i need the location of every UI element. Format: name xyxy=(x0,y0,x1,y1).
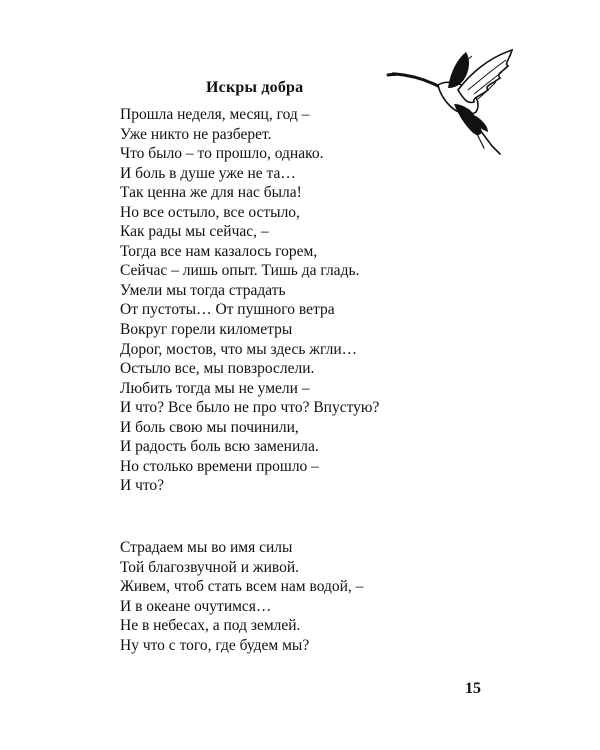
poem-line: И боль свою мы починили, xyxy=(120,418,299,436)
poem-title: Искры добра xyxy=(206,79,304,96)
poem-line: И что? Все было не про что? Впустую? xyxy=(120,399,380,417)
poem-line: Прошла неделя, месяц, год – xyxy=(120,106,310,123)
poem-line: Живем, чтоб стать всем нам водой, – xyxy=(120,578,364,596)
poem-line: Но столько времени прошло – xyxy=(120,457,319,475)
poem-line: Так ценна же для нас была! xyxy=(120,184,302,202)
stanza-2 xyxy=(120,538,363,655)
poem-line: Сейчас – лишь опыт. Тишь да гладь. xyxy=(120,262,360,280)
poem-line: От пустоты… От пушного ветра xyxy=(120,301,335,319)
poem-line: Той благозвучной и живой. xyxy=(120,558,300,576)
poem-line: Страдаем мы во имя силы xyxy=(120,539,293,556)
poem-line: Умели мы тогда страдать xyxy=(120,281,286,299)
poem-line: Дорог, мостов, что мы здесь жгли… xyxy=(120,340,358,358)
poem-line: Как рады мы сейчас, – xyxy=(120,223,269,241)
poem-line: И радость боль всю заменила. xyxy=(120,438,319,456)
poem-line: Но все остыло, все остыло, xyxy=(120,203,300,221)
page-number: 15 xyxy=(465,680,481,697)
poem-line: И что? xyxy=(120,477,165,495)
poem-line: И в океане очутимся… xyxy=(120,597,272,615)
poem-line: Вокруг горели километры xyxy=(120,321,293,339)
poem-line: Что было – то прошло, однако. xyxy=(120,145,324,163)
poem-line: Остыло все, мы повзрослели. xyxy=(120,360,315,378)
stanza-1 xyxy=(120,105,379,496)
poem-line: Ну что с того, где будем мы? xyxy=(120,636,310,654)
poem-line: Любить тогда мы не умели – xyxy=(120,379,310,397)
poem-line: И боль в душе уже не та… xyxy=(120,164,296,182)
flying-crane-icon xyxy=(384,44,516,156)
poem-line: Уже никто не разберет. xyxy=(120,125,272,143)
poem-line: Тогда все нам казалось горем, xyxy=(120,242,318,260)
poem-line: Не в небесах, а под землей. xyxy=(120,617,301,635)
